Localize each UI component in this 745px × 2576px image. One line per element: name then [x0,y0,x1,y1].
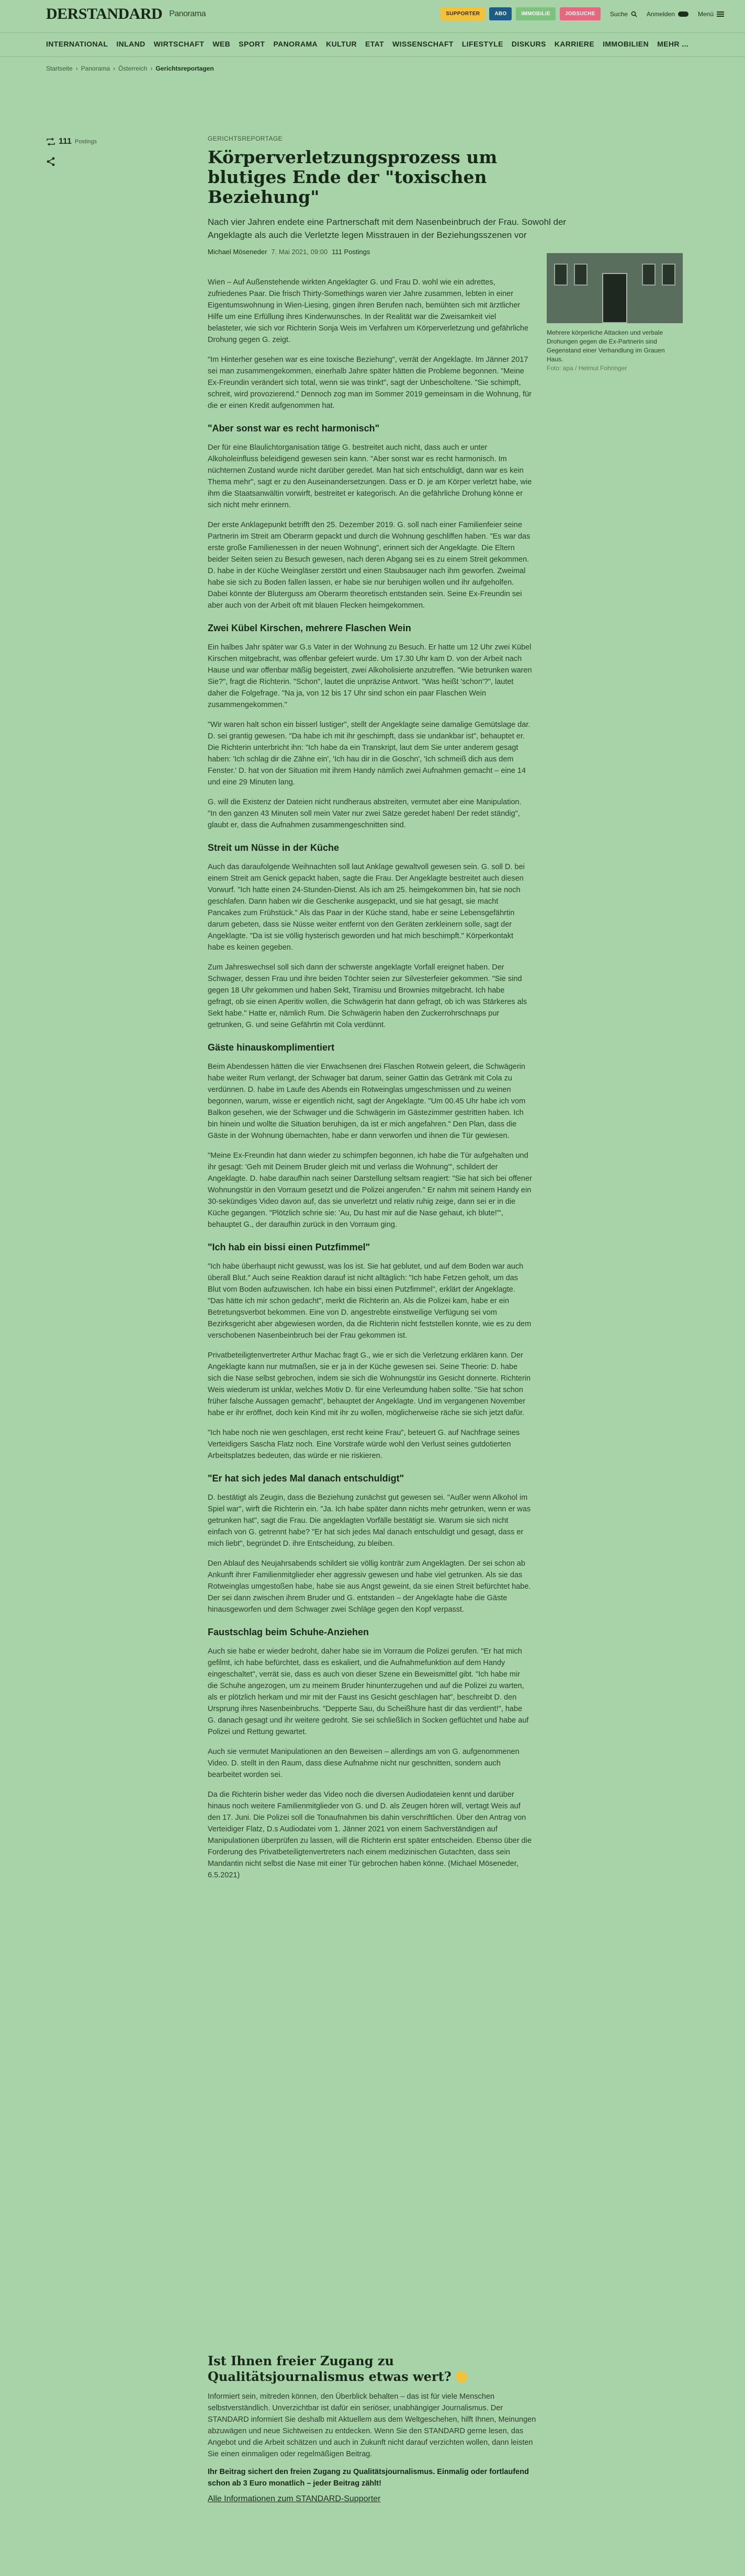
paragraph: Den Ablauf des Neujahrsabends schildert sie völlig konträr zum Angeklagten. Der sei schon ab Ankunft ihrer Familienmitglieder eher aggressiv gewesen und habe viel getrunken. Als sie das Rotweinglas umgestoßen habe, habe sie aus Angst geweint, da sie einen Streit befürchtet habe. Der sei dann zwischen ihrem Bruder und G. entstanden – der Angeklagte habe die Gäste hinausgeworfen und dem Schwager zwei Schläge gegen den Kopf verpasst. [208,1559,531,1614]
section-heading: "Aber sonst war es recht harmonisch" [208,423,380,434]
search-link[interactable] [610,10,637,18]
article [208,135,569,1889]
site-logo[interactable] [46,5,206,23]
postings-link[interactable]: 111 Postings [332,248,370,256]
breadcrumb-startseite[interactable]: Startseite [46,65,73,72]
logo-text: DERSTANDARD [46,5,163,22]
supporter-info-link[interactable]: Alle Informationen zum STANDARD-Supporter [208,2494,381,2503]
article-date: 7. Mai 2021, 09:00 [271,248,328,256]
promo-bold-text: Ihr Beitrag sichert den freien Zugang zu Qualitätsjournalismus. Einmalig oder fortlaufend schon ab 3 Euro monatlich – jeder Beitrag zählt! [208,2468,529,2488]
breadcrumb-current[interactable]: Gerichtsreportagen [155,65,214,72]
repost-icon [46,138,55,145]
nav-item-international[interactable]: INTERNATIONAL [46,40,108,48]
article-lead: Nach vier Jahren endete eine Partnerschaft mit dem Nasenbeinbruch der Frau. Sowohl der Angeklagte als auch die Verletzte legen Misstrauen in der Beziehungsszenen vor [208,217,567,240]
paragraph: Da die Richterin bisher weder das Video noch die diversen Audiodateien kennt und darüber hinaus noch weitere Familienmitglieder von G. und D. als Zeugen hören will, vertagt Weis auf den 17. Juni. Die Polizei soll die Tonaufnahmen bis dahin verschriftlichen. Über den Antrag von Verteidiger Flatz, D.s Audiodatei vom 1. Jänner 2021 von einem Sachverständigen auf Manipulationen überprüfen zu lassen, will die Richterin erst später entscheiden. Ebenso über die Forderung des Privatbeteiligtenvertreters nach einem medizinischen Gutachten, dass sein Mandantin nicht selbst die Nase mit einer Tür gebrochen haben könne. (Michael Möseneder, 6.5.2021) [208,1791,532,1879]
header-divider [0,32,745,33]
nav-item-karriere[interactable]: KARRIERE [554,40,595,48]
immobilie-button[interactable]: IMMOBILIE [516,7,555,20]
caption-text: Mehrere körperliche Attacken und verbale Drohungen gegen die Ex-Partnerin sind Gegenstand einer Verhandlung im Grauen Haus. [547,329,665,363]
nav-item-panorama[interactable]: PANORAMA [273,40,318,48]
header-actions [441,7,724,20]
share-icon [46,157,55,166]
breadcrumb-panorama[interactable]: Panorama [81,65,110,72]
paragraph: "Ich habe noch nie wen geschlagen, erst recht keine Frau", beteuert G. auf Nachfrage seines Verteidigers Sascha Flatz noch. Eine Vorstrafe würde wohl den Verlust seines gutdotierten Arbeitsplatzes bedeuten, das würde er nie riskieren. [208,1429,520,1460]
smile-emoji-icon [456,2371,467,2383]
paragraph: "Im Hinterher gesehen war es eine toxische Beziehung", verrät der Angeklagte. Im Jänner 2017 sei man zusammengekommen, einerhalb Jahre später hätten die Probleme begonnen. "Meine Ex-Freundin verändert sich total, wenn sie was trinkt", sagt der Unbescholtene. "Sie schimpft, schreit, wird provozierend." Dennoch zog man im Sommer 2019 gemeinsam in die Wohnung, für die er einen Kredit aufgenommen hat. [208,356,532,410]
nav-item-mehr[interactable]: MEHR ... [657,40,689,48]
section-heading: Streit um Nüsse in der Küche [208,842,340,853]
menu-link[interactable] [698,10,724,18]
menu-label: Menü [697,10,714,18]
paragraph: Zum Jahreswechsel soll sich dann der schwerste angeklagte Vorfall ereignet haben. Der Schwager, dessen Frau und ihre beiden Töchter seien zur Silvesterfeier gekommen. "Sie sind gegen 18 Uhr gekommen und haben Sekt, Tiramisu und Brownies mitgebracht. Ich habe gefragt, ob sie einen Aperitiv wollen, die Schwägerin hat dann gefragt, ob ich was Stärkeres als Sekt habe." Hatte er, nämlich Rum. Die Schwägerin haben den Zuckerrohrschnaps pur getrunken, G. und seine Gefährtin mit Cola verdünnt. [208,963,527,1029]
nav-item-inland[interactable]: INLAND [116,40,145,48]
share-button[interactable] [46,157,114,169]
section-name: Panorama [169,9,206,18]
search-icon [631,11,637,17]
section-heading: "Ich hab ein bissi einen Putzfimmel" [208,1242,370,1252]
nav-item-etat[interactable]: ETAT [365,40,385,48]
nav-item-immobilien[interactable]: IMMOBILIEN [603,40,649,48]
posting-label: Postings [74,139,97,145]
photo-credit: Foto: apa / Helmut Fohringer [547,364,627,372]
paragraph: "Wir waren halt schon ein bisserl lustiger", stellt der Angeklagte seine damalige Gemütslage dar. D. sei grantig gewesen. "Da habe ich mit ihr geschimpft, dass sie undankbar ist", behauptet er. Die Richterin unterbricht ihn: "Ich habe da ein Transkript, laut dem Sie unter anderem gesagt haben: 'Ich schlag dir die Zähne ein', 'Ich hau dir in die Goschn', 'Ich schmeiß dich aus dem Fenster.' D. hat von der Situation mit ihrem Handy nämlich zwei Aufnahmen gemacht – eine 14 und eine 29 Minuten lang. [208,721,530,787]
paragraph: Ein halbes Jahr später war G.s Vater in der Wohnung zu Besuch. Er hatte um 12 Uhr zwei Kübel Kirschen mitgebracht, was offenbar gefeiert wurde. Um 17.30 Uhr kam D. von der Arbeit nach Hause und war offenbar mäßig begeistert, zwei Alkoholisierte anzutreffen. "Wie betrunken waren Sie?", fragt die Richterin. "Schon", lautet die unpräzise Antwort. "Was heißt 'schon'?", lautet daher die Folgefrage. "Na ja, von 12 bis 17 Uhr sind schon ein paar Flaschen Wein zusammengekommen." [208,643,532,709]
article-byline [208,248,569,256]
paragraph: D. bestätigt als Zeugin, dass die Beziehung zunächst gut gewesen sei. "Außer wenn Alkohol im Spiel war", wirft die Richterin ein. "Ja. Ich habe später dann nichts mehr getrunken, wenn er was getrunken hat", sagt die Frau. Die angeklagten Vorfälle bestätigt sie. Warum sie sich nicht einfach von G. getrennt habe? "Er hat sich jedes Mal danach entschuldigt und gesagt, dass er mich liebt", begründet D. ihre Entscheidung, zu bleiben. [208,1494,531,1548]
article-kicker[interactable]: GERICHTSREPORTAGE [208,135,283,142]
section-heading: Faustschlag beim Schuhe-Anziehen [208,1627,369,1637]
article-figure [547,253,683,373]
top-bar [0,0,745,27]
section-heading: Zwei Kübel Kirschen, mehrere Flaschen Wein [208,623,411,633]
main-navigation [46,40,699,54]
paragraph: Der für eine Blaulichtorganisation tätige G. bestreitet auch nicht, dass auch er unter Alkoholeinfluss beleidigend gewesen sein kann. "Aber sonst war es recht harmonisch. Im nüchternen Zustand wurde nicht darüber geredet. Man hat sich entschuldigt, dann war es kein Thema mehr", sagt er zu den Auseinandersetzungen. Dass er D. je am Körper verletzt habe, wie ihm die Staatsanwältin vorwirft, bestreitet er kategorisch. An die gefährliche Drohung könne er sich nicht mehr erinnern. [208,443,532,509]
nav-divider [0,56,745,57]
author-link[interactable]: Michael Möseneder [208,248,267,256]
paragraph: G. will die Existenz der Dateien nicht rundheraus abstreiten, vermutet aber eine Manipulation. "In den ganzen 43 Minuten soll mein Vater nur zwei Sätze geredet haben! Der redet ständig", glaubt er, dass die Aufnahmen zusammengeschnitten sind. [208,798,522,829]
promo-title: Ist Ihnen freier Zugang zu Qualitätsjournalismus etwas wert? [208,2353,543,2385]
promo-body: Informiert sein, mitreden können, den Überblick behalten – das ist für viele Menschen selbstverständlich. Unverzichtbar ist dafür ein seriöser, unabhängiger Journalismus. Der STANDARD informiert Sie deshalb mit Aktuellem aus dem Weltgeschehen, hilft Ihnen, Meinungen abzuwägen und neue Sichtweisen zu entdecken. Wenn Sie den STANDARD gerne lesen, das Angebot und die Arbeit schätzen und auch in Zukunft nicht darauf verzichten wollen, dann leisten Sie einen einmaligen oder regelmäßigen Beitrag. [208,2392,536,2458]
nav-item-wissenschaft[interactable]: WISSENSCHAFT [392,40,454,48]
paragraph: Privatbeteiligtenvertreter Arthur Machac fragt G., wie er sich die Verletzung erklären kann. Der Angeklagte kann nur mutmaßen, sie er ja in der Küche gewesen sei. Seine Theorie: D. habe sich die Nase selbst gebrochen, indem sie sich die Wohnungstür ins Gesicht donnerte. Richterin Weis wiederum ist unklar, welches Motiv D. für eine Verleumdung haben sollte. "Sie hat schon früher falsche Aussagen gemacht", behauptet der Angeklagte. Und im vergangenen November habe er ihr eröffnet, doch kein Kind mit ihr zu wollen, möglicherweise räche sie sich jetzt dafür. [208,1351,531,1417]
supporter-promo [208,2353,543,2504]
nav-item-kultur[interactable]: KULTUR [326,40,357,48]
article-title: Körperverletzungsprozess um blutiges Ende der "toxischen Beziehung" [208,147,498,207]
article-body [208,277,532,1881]
paragraph: Der erste Anklagepunkt betrifft den 25. Dezember 2019. G. soll nach einer Familienfeier seine Partnerin im Streit am Oberarm gepackt und durch die Wohnung geschliffen haben. "Es war das erste große Familienessen in der neuen Wohnung", erinnert sich der Angeklagte. Die Eltern beider Seiten seien zu Besuch gewesen, nach deren Abgang sei es zu einem Streit gekommen. D. habe in der Küche Weingläser zerstört und einen Staubsauger nach ihm geworfen. Zweimal habe sie sich zu Boden fallen lassen, er habe sie nur beruhigen wollen und ihr aufgeholfen. Dabei könnte der Bluterguss am Oberarm theoretisch entstanden sein. Seine Ex-Freundin sei aber auch von der Arbeit oft mit blauen Flecken heimgekommen. [208,521,530,610]
user-icon [678,12,688,17]
figure-caption [547,328,683,373]
menu-icon [717,11,724,17]
nav-item-lifestyle[interactable]: LIFESTYLE [461,40,503,48]
paragraph: Beim Abendessen hätten die vier Erwachsenen drei Flaschen Rotwein geleert, die Schwägerin habe weiter Rum verlangt, der Schwager bat darum, seiner Gattin das Getränk mit Cola zu verdünnen. D. habe im Laufe des Abends ein Rotweinglas umgeschmissen und zu weinen begonnen, warum, wisse er eigentlich nicht, sagt der Angeklagte. "Um 00.45 Uhr habe ich vom Balkon gesehen, wie der Schwager und die Schwägerin im Gästezimmer gestritten haben. Ich bin hinein und wollte die Situation beruhigen, da ist er mich angefahren." Den Plan, dass die Gäste in der Wohnung übernachten, habe er dann verworfen und ihnen die Tür gewiesen. [208,1063,526,1140]
breadcrumb: Startseite › Panorama › Österreich › Gerichtsreportagen [46,65,214,72]
section-heading: "Er hat sich jedes Mal danach entschuldigt" [208,1473,404,1484]
posting-count-link[interactable] [46,137,114,146]
paragraph: Auch das daraufolgende Weihnachten soll laut Anklage gewaltvoll gewesen sein. G. soll D. bei einem Streit am Genick gepackt haben, sagte die Frau. Der Angeklagte bestreitet auch diesen Vorwurf. "Ich hatte einen 24-Stunden-Dienst. Als ich am 25. heimgekommen bin, hat sie noch geschlafen. Dann haben wir die Geschenke ausgepackt, und sie hat gesagt, sie macht Pancakes zum Frühstück." Als das Paar in der Küche stand, habe er seine Lebensgefährtin darum gebeten, dass sie Nüsse weiter entfernt von den Geräten zerkleinern solle, sagt der Angeklagte. "Da ist sie völlig hysterisch geworden und hat mich beschimpft." Körperkontakt habe es keinen gegeben. [208,863,525,952]
search-label: Suche [609,10,628,18]
paragraph: "Meine Ex-Freundin hat dann wieder zu schimpfen begonnen, ich habe die Tür aufgehalten und ihr gesagt: 'Geh mit Deinem Bruder gleich mit und verlass die Wohnung'", schildert der Angeklagte. D. habe daraufhin nach seiner Darstellung seltsam reagiert: "Sie hat sich bei offener Wohnungstür in den Vorraum gesetzt und die Polizei angerufen." Er nahm mit seinem Handy ein 30-sekündiges Video davon auf, das sie unverletzt und relativ ruhig zeige, dann sei er in die Küche gegangen. "Plötzlich schrie sie: 'Au, Du hast mir auf die Nase gehaut, ich blute!'", behauptet G., der daraufhin zurück in den Vorraum ging. [208,1152,532,1229]
paragraph: Auch sie vermutet Manipulationen an den Beweisen – allerdings am von G. aufgenommenen Video. D. stellt in den Raum, dass diese Aufnahme nicht nur geschnitten, sondern auch bearbeitet worden sei. [208,1748,520,1779]
breadcrumb-oesterreich[interactable]: Österreich [118,65,148,72]
supporter-button[interactable]: SUPPORTER [441,7,485,20]
jobsuche-button[interactable]: JOBSUCHE [560,7,601,20]
section-heading: Gäste hinauskomplimentiert [208,1042,335,1053]
paragraph: Auch sie habe er wieder bedroht, daher habe sie im Vorraum die Polizei gerufen. "Er hat mich gefilmt, ich habe befürchtet, dass es eskaliert, und die Aufnahmefunktion auf dem Handy eingeschaltet", verrät sie, dass es auch von dieser Szene ein Beweismittel gibt. "Ich habe mir die Schuhe angezogen, um zu meinem Bruder hinunterzugehen und auf die Polizei zu warten, als er plötzlich herkam und mir mit der Faust ins Gesicht geschlagen hat", beschreibt D. den Ursprung ihres Nasenbeinbruchs. "Depperte Sau, du Scheißhure hast dir das verdient!", habe G. danach gesagt und ihr weitere gedroht. Sie sei schließlich in Socken geflüchtet und habe auf Polizei und Rettung gewartet. [208,1647,529,1736]
posting-count: 111 [59,137,72,146]
nav-item-diskurs[interactable]: DISKURS [511,40,546,48]
login-label: Anmelden [646,10,675,18]
paragraph: "Ich habe überhaupt nicht gewusst, was los ist. Sie hat geblutet, und auf dem Boden war auch überall Blut." Auch seine Reaktion darauf ist nicht alltäglich: "Ich habe Fetzen geholt, um das Blut vom Boden aufzuwischen. Ich habe ein bissi einen Putzfimmel", erklärt der Angeklagte. "Das hätte ich mir schon gedacht", merkt die Richterin an. Als die Polizei kam, habe er ein Betretungsverbot bekommen. Eine von D. angestrebte einstweilige Verfügung sei vom Bezirksgericht aber abgewiesen worden, da die Richterin nicht feststellen konnte, wie es zu dem verschobenen Nasenbeinbruch bei der Frau gekommen ist. [208,1262,532,1340]
nav-item-wirtschaft[interactable]: WIRTSCHAFT [153,40,205,48]
social-sidebar [46,137,114,169]
nav-item-sport[interactable]: SPORT [239,40,265,48]
login-link[interactable] [647,10,688,18]
abo-button[interactable]: ABO [489,7,512,20]
paragraph: Wien – Auf Außenstehende wirkten Angeklagter G. und Frau D. wohl wie ein adrettes, zufriedenes Paar. Die frisch Thirty-Somethings waren vier Jahre zusammen, lebten in einer Eigentumswohnung in Wien-Liesing, gingen ihren Berufen nach, bemühten sich mit ärztlicher Hilfe um eine Erfüllung ihres Kinderwunsches. In der Realität war die Zweisamkeit viel belasteter, wie sich vor Richterin Sonja Weis im Verfahren um Körperverletzung und gefährliche Drohung gegen G. zeigt. [208,278,529,344]
court-building-photo[interactable] [547,253,683,323]
nav-item-web[interactable]: WEB [212,40,231,48]
